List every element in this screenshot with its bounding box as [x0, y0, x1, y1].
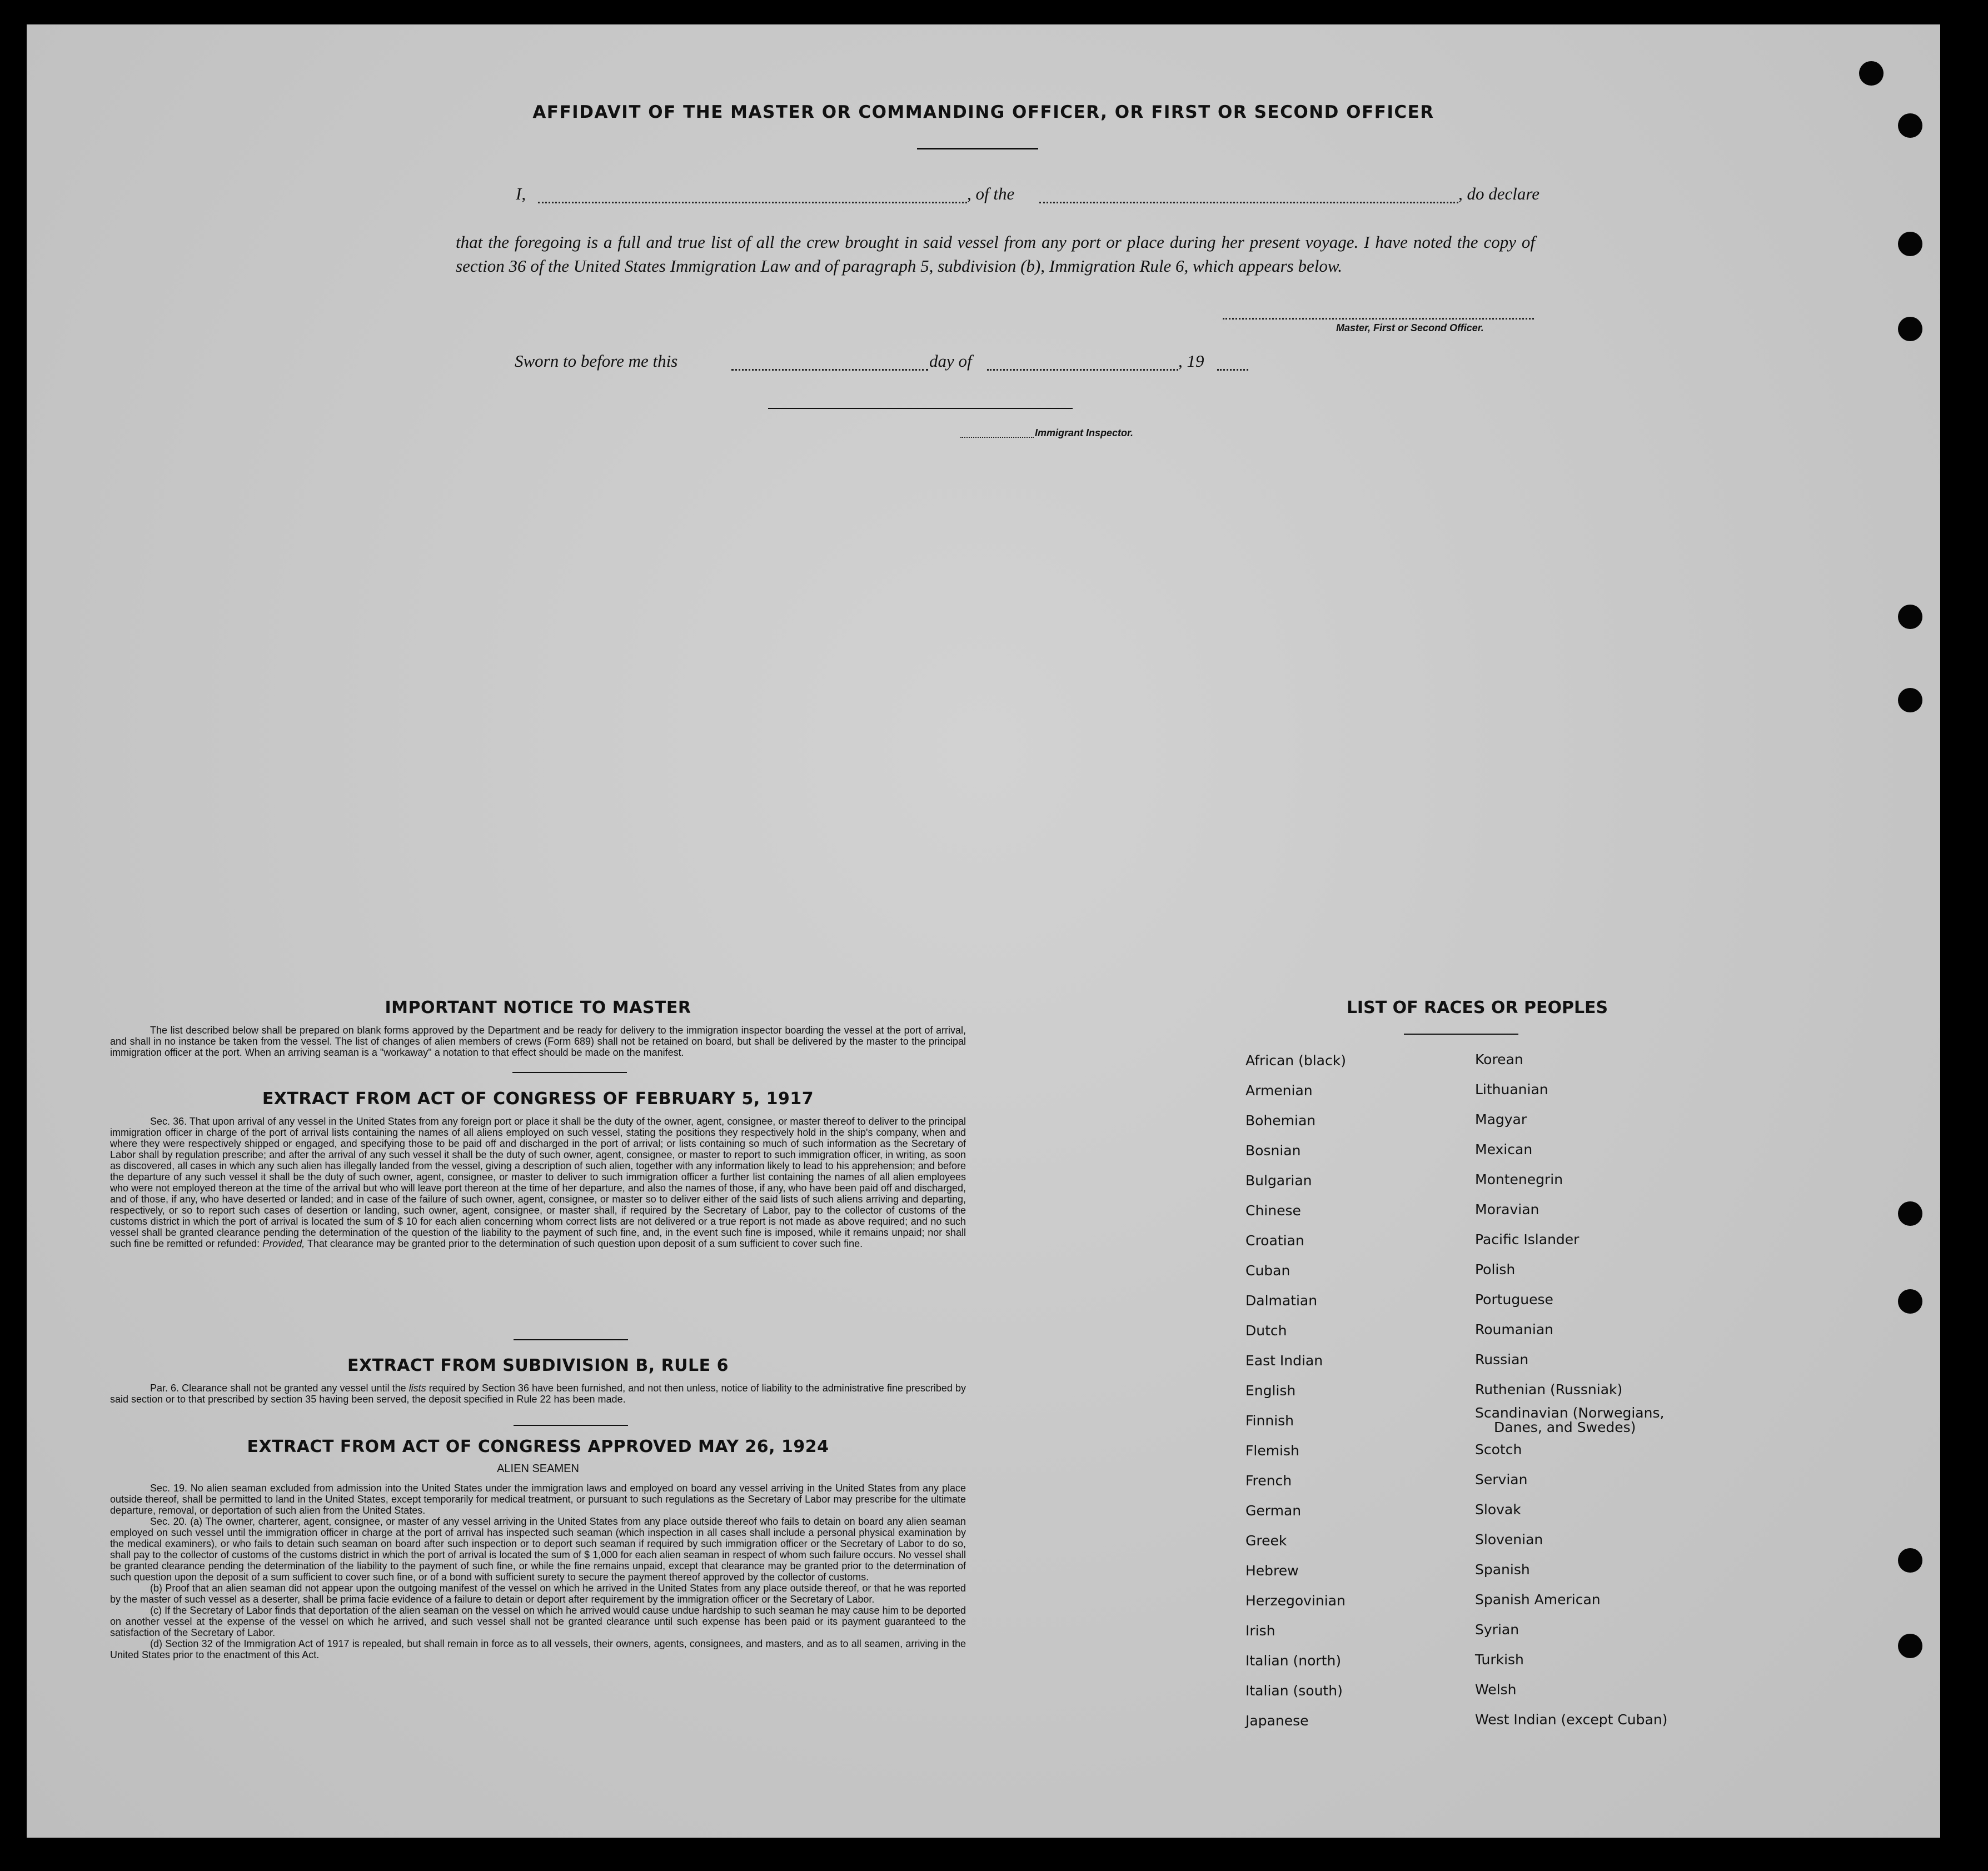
provided-word: Provided,: [262, 1238, 305, 1249]
punch-hole: [1898, 1201, 1922, 1226]
race-left-item: Irish: [1245, 1623, 1275, 1639]
race-left-item: Italian (north): [1245, 1653, 1342, 1669]
inspector-blank[interactable]: [960, 437, 1034, 438]
race-right-item: Polish: [1475, 1261, 1516, 1278]
race-left-item: Herzegovinian: [1245, 1593, 1346, 1609]
race-left-item: Dutch: [1245, 1323, 1287, 1339]
extract-1917-text: [110, 1116, 966, 1249]
race-left-item: African (black): [1245, 1052, 1346, 1069]
race-right-item: Russian: [1475, 1351, 1529, 1368]
affidavit-of-the: , of the: [967, 184, 1015, 203]
race-right-item: Spanish American: [1475, 1591, 1601, 1608]
inspector-signature-line: [768, 408, 1073, 409]
race-right-item: Moravian: [1475, 1201, 1539, 1218]
inspector-label: Immigrant Inspector.: [1035, 427, 1134, 438]
race-right-item: Syrian: [1475, 1621, 1519, 1638]
divider: [917, 148, 1038, 149]
punch-hole: [1898, 688, 1922, 712]
race-left-item: Bohemian: [1245, 1112, 1316, 1129]
rule6-body-a: Par. 6. Clearance shall not be granted any vessel until the: [150, 1383, 406, 1394]
race-right-item: Danes, and Swedes): [1494, 1419, 1636, 1435]
affidavit-do-declare: , do declare: [1458, 184, 1540, 203]
race-left-item: Hebrew: [1245, 1563, 1299, 1579]
punch-hole: [1898, 317, 1922, 341]
month-blank[interactable]: [987, 369, 1178, 371]
race-left-item: Dalmatian: [1245, 1293, 1318, 1309]
race-left-item: Bulgarian: [1245, 1173, 1312, 1189]
race-right-item: Scotch: [1475, 1441, 1522, 1458]
punch-hole: [1859, 61, 1884, 86]
divider: [514, 1339, 628, 1340]
year-blank[interactable]: [1217, 369, 1248, 371]
extract-1917-paragraph: [110, 1116, 966, 1249]
race-right-item: Montenegrin: [1475, 1171, 1563, 1188]
sec-20d-paragraph: (d) Section 32 of the Immigration Act of 1917 is repealed, but shall remain in force as to all vessels, their owners, agents, consignees, and masters, and as to all seamen, arriving in the United States prior to the enactment of this Act.: [110, 1638, 966, 1660]
signature-blank[interactable]: [1223, 318, 1534, 320]
notice-title: IMPORTANT NOTICE TO MASTER: [385, 998, 691, 1017]
race-left-item: Armenian: [1245, 1082, 1313, 1099]
sec-20c-paragraph: (c) If the Secretary of Labor finds that deportation of the alien seaman on the vessel on which he arrived would cause undue hardship to such seaman he may cause him to be deported on another vessel at the expense of the vessel on which he arrived, and such vessel shall not be granted clearance until such expense has been paid or its payment guaranteed to the satisfaction of the Secretary of Labor.: [110, 1605, 966, 1638]
race-right-item: Spanish: [1475, 1561, 1530, 1578]
race-right-item: Mexican: [1475, 1141, 1533, 1157]
year-prefix: , 19: [1178, 351, 1204, 371]
day-of-label: day of: [929, 351, 972, 371]
extract-1924-title: EXTRACT FROM ACT OF CONGRESS APPROVED MAY 26, 1924: [247, 1437, 829, 1456]
race-right-item: Turkish: [1475, 1652, 1524, 1668]
lists-word: lists: [408, 1383, 426, 1394]
divider: [512, 1072, 627, 1073]
extract-1924-subtitle: ALIEN SEAMEN: [497, 1463, 579, 1475]
affidavit-i: I,: [516, 184, 526, 203]
extract-1917-end: That clearance may be granted prior to the determination of such question upon deposit of a sum sufficient to cover such fine.: [307, 1238, 863, 1249]
day-blank[interactable]: [731, 369, 928, 371]
race-right-item: Pacific Islander: [1475, 1231, 1580, 1248]
race-left-item: Greek: [1245, 1533, 1287, 1549]
divider: [1404, 1034, 1518, 1035]
punch-hole: [1898, 605, 1922, 629]
sec-19-paragraph: Sec. 19. No alien seaman excluded from admission into the United States under the immigration laws and employed on board any vessel arriving in the United States from any place outside thereof, shall be permitted to land in the United States, except temporarily for medical treatment, or pursuant to such regulations as the Secretary of Labor may prescribe for the ultimate departure, removal, or deportation of such alien from the United States.: [110, 1483, 966, 1516]
race-right-item: Slovenian: [1475, 1531, 1543, 1548]
race-right-item: Roumanian: [1475, 1321, 1554, 1338]
punch-hole: [1898, 1548, 1922, 1573]
race-left-item: Chinese: [1245, 1203, 1301, 1219]
extract-rule6-title: EXTRACT FROM SUBDIVISION B, RULE 6: [347, 1356, 729, 1375]
race-right-item: Portuguese: [1475, 1291, 1553, 1308]
vessel-blank[interactable]: [1039, 202, 1458, 203]
signer-label: Master, First or Second Officer.: [1336, 322, 1484, 333]
document-sheet: [27, 24, 1940, 1838]
race-left-item: French: [1245, 1473, 1292, 1489]
race-left-item: Croatian: [1245, 1233, 1304, 1249]
extract-1917-body: Sec. 36. That upon arrival of any vessel in the United States from any foreign port or place it shall be the duty of the owner, agent, consignee, or master thereof to deliver to the principal immigration officer in charge of the port of arrival lists containing the names of all aliens employed on such vessel, stating the positions they respectively hold in the ship's company, when and where they were respectively shipped or engaged, and specifying those to be paid off and discharged in the port of arrival; or lists containing so much of such information as the Secretary of Labor shall by regulation prescribe; and after the arrival of any such vessel it shall be the duty of such owner, agent, consignee, or master to report to such immigration officer, in writing, as soon as discovered, all cases in which any such alien has illegally landed from the vessel, giving a description of such alien, together with any information likely to lead to his apprehension; and before the departure of any such vessel it shall be the duty of such owner, agent, consignee, or master to deliver to such immigration officer a further list containing the names of all alien employees who were not employed thereon at the time of the arrival but who will leave port thereon at the time of her departure, and also the names of those, if any, who have been paid off and discharged, and of those, if any, who have deserted or landed; and in case of the failure of such owner, agent, consignee, or master so to deliver either of the said lists of such aliens arriving and departing, respectively, or so to report such cases of desertion or landing, such owner, agent, consignee, or master shall, if required by the Secretary of Labor, pay to the collector of customs of the customs district in which the port of arrival is located the sum of $ 10 for each alien concerning whom correct lists are not delivered or a true report is not made as above required; and no such vessel shall be granted clearance pending the determination of the question of the liability to the payment of such fine, and, in the event such fine is imposed, while it remains unpaid; nor shall such fine be remitted or refunded:: [110, 1116, 966, 1249]
race-right-item: Scandinavian (Norwegians,: [1475, 1405, 1665, 1421]
extract-1924-text: [110, 1483, 966, 1660]
race-right-item: Servian: [1475, 1471, 1528, 1488]
sworn-prefix: Sworn to before me this: [515, 351, 678, 371]
race-left-item: English: [1245, 1383, 1296, 1399]
races-title: [1210, 998, 1744, 1017]
race-right-item: Magyar: [1475, 1111, 1527, 1127]
race-left-item: Japanese: [1245, 1713, 1309, 1729]
extract-rule6-text: [110, 1383, 966, 1405]
affidavit-statement: that the foregoing is a full and true list of all the crew brought in said vessel from any port or place during her present voyage. I have noted the copy of section 36 of the United States Immigration Law and of paragraph 5, subdivision (b), Immigration Rule 6, which appears below.: [456, 232, 1535, 276]
rule6-body-b: required by Section 36 have been furnished, and not then unless, notice of liability to the administrative fine prescribed by said section or to that prescribed by section 35 having been served, the deposit specified in Rule 22 has been made.: [110, 1383, 966, 1405]
sec-20a-paragraph: Sec. 20. (a) The owner, charterer, agent, consignee, or master of any vessel arriving in the United States from any place outside thereof who fails to detain on board any alien seaman employed on such vessel until the immigration officer in charge at the port of arrival has inspected such seaman (which inspection in all cases shall include a personal physical examination by the medical examiners), or who fails to detain such seaman on board after such inspection or to deport such seaman if required by such immigration officer or the Secretary of Labor to do so, shall pay to the collector of customs of the customs district in which the port of arrival is located the sum of $ 1,000 for each alien seaman in respect of whom such failure occurs. No vessel shall be granted clearance pending the determination of the liability to the payment of such fine, or while the fine remains unpaid, except that clearance may be granted prior to the determination of such question upon the deposit of a sum sufficient to cover such fine, or of a bond with sufficient surety to secure the payment thereof approved by the collector of customs.: [110, 1516, 966, 1583]
punch-hole: [1898, 1634, 1922, 1658]
race-left-item: East Indian: [1245, 1353, 1323, 1369]
race-left-item: Flemish: [1245, 1443, 1299, 1459]
race-right-item: Korean: [1475, 1051, 1523, 1067]
race-left-item: Bosnian: [1245, 1142, 1301, 1159]
extract-rule6-paragraph: [110, 1383, 966, 1405]
race-left-item: Cuban: [1245, 1263, 1291, 1279]
race-left-item: German: [1245, 1503, 1302, 1519]
notice-paragraph: The list described below shall be prepared on blank forms approved by the Department and be ready for delivery to the immigration inspector boarding the vessel at the port of arrival, and shall in no instance be taken from the vessel. The list of changes of alien members of crews (Form 689) shall not be retained on board, but shall be delivered by the master to the principal immigration officer at the port. When an arriving seaman is a "workaway" a notation to that effect should be made on the manifest.: [110, 1025, 966, 1058]
punch-hole: [1898, 1289, 1922, 1314]
race-right-item: Slovak: [1475, 1501, 1521, 1518]
race-right-item: Welsh: [1475, 1682, 1517, 1698]
name-blank[interactable]: [538, 202, 967, 203]
races-title-text: LIST OF RACES OR PEOPLES: [1346, 998, 1608, 1017]
sec-20b-paragraph: (b) Proof that an alien seaman did not appear upon the outgoing manifest of the vessel on which he arrived in the United States from any place outside thereof, or that he was reported by the master of such vessel as a deserter, shall be prima facie evidence of a failure to detain or deport after requirement by the immigration officer or the Secretary of Labor.: [110, 1583, 966, 1605]
notice-text: [110, 1025, 966, 1058]
race-right-item: Ruthenian (Russniak): [1475, 1381, 1623, 1398]
race-right-item: Lithuanian: [1475, 1081, 1548, 1097]
punch-hole: [1898, 232, 1922, 256]
extract-1917-title: EXTRACT FROM ACT OF CONGRESS OF FEBRUARY 5, 1917: [262, 1089, 814, 1109]
divider: [514, 1425, 628, 1426]
race-right-item: West Indian (except Cuban): [1475, 1712, 1668, 1728]
race-left-item: Finnish: [1245, 1413, 1294, 1429]
affidavit-title: AFFIDAVIT OF THE MASTER OR COMMANDING OFFICER, OR FIRST OR SECOND OFFICER: [532, 102, 1434, 122]
race-left-item: Italian (south): [1245, 1683, 1343, 1699]
